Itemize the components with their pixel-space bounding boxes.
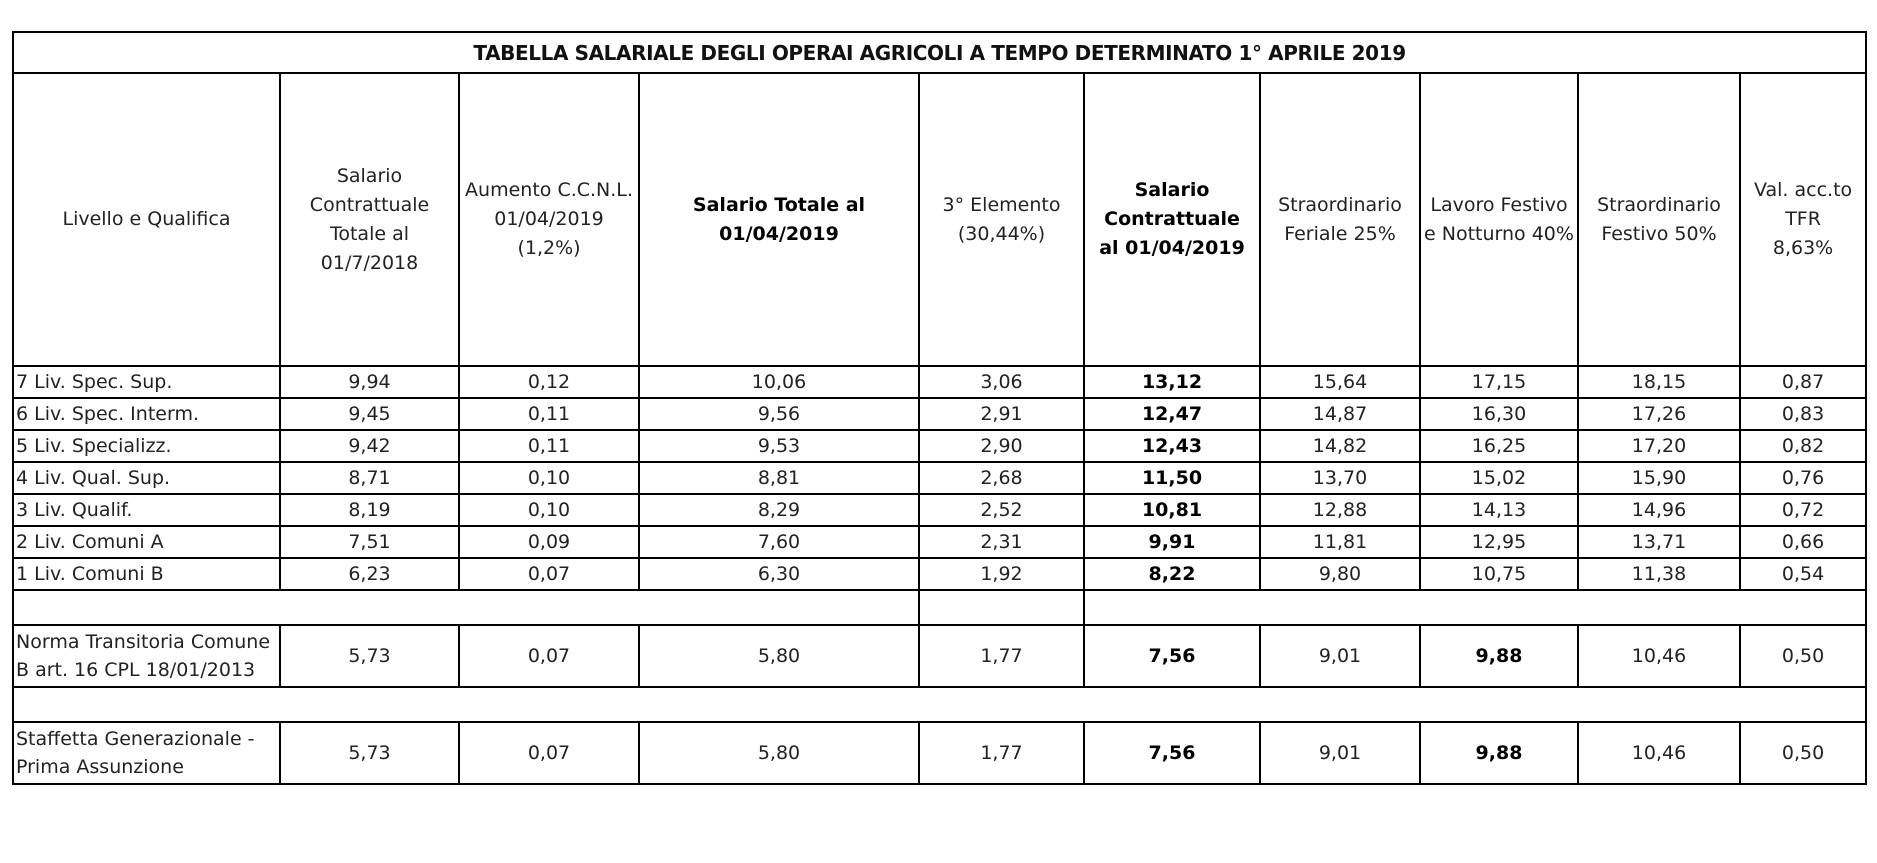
row-label: 6 Liv. Spec. Interm. (13, 398, 280, 430)
cell-value: 9,42 (280, 430, 459, 462)
cell-value: 16,30 (1420, 398, 1578, 430)
cell-value: 0,50 (1740, 722, 1866, 784)
cell-value: 9,91 (1084, 526, 1260, 558)
row-label: 1 Liv. Comuni B (13, 558, 280, 590)
cell-value: 0,72 (1740, 494, 1866, 526)
cell-value: 17,20 (1578, 430, 1740, 462)
header-text: Aumento C.C.N.L. 01/04/2019 (1,2%) (465, 179, 633, 259)
cell-value: 0,87 (1740, 366, 1866, 398)
special-row-group (13, 722, 1866, 784)
cell-value: 1,77 (919, 625, 1084, 687)
cell-value: 11,38 (1578, 558, 1740, 590)
cell-value: 2,31 (919, 526, 1084, 558)
cell-value: 18,15 (1578, 366, 1740, 398)
cell-value: 12,95 (1420, 526, 1578, 558)
header-straordinario-festivo (1578, 73, 1740, 366)
cell-value: 9,53 (639, 430, 919, 462)
header-salario-totale: Salario Totale al 01/04/2019 (639, 73, 919, 366)
row-label: 2 Liv. Comuni A (13, 526, 280, 558)
cell-value: 8,71 (280, 462, 459, 494)
cell-value: 15,64 (1260, 366, 1420, 398)
row-label-line: Prima Assunzione (16, 756, 184, 778)
cell-value: 17,26 (1578, 398, 1740, 430)
cell-value: 8,29 (639, 494, 919, 526)
salary-table (12, 31, 1867, 785)
cell-value: 11,81 (1260, 526, 1420, 558)
cell-value: 15,02 (1420, 462, 1578, 494)
cell-value: 0,82 (1740, 430, 1866, 462)
cell-value: 9,88 (1420, 625, 1578, 687)
cell-value: 14,96 (1578, 494, 1740, 526)
row-label-line: Norma Transitoria Comune (16, 631, 271, 653)
table-row (13, 558, 1866, 590)
cell-value: 9,01 (1260, 625, 1420, 687)
cell-value: 0,07 (459, 558, 639, 590)
header-text: Salario Contrattuale al 01/04/2019 (1099, 179, 1245, 259)
cell-value: 7,51 (280, 526, 459, 558)
cell-value: 12,88 (1260, 494, 1420, 526)
cell-value: 5,80 (639, 625, 919, 687)
cell-value: 16,25 (1420, 430, 1578, 462)
cell-value: 2,68 (919, 462, 1084, 494)
table-row (13, 494, 1866, 526)
header-salario-contrattuale (1084, 73, 1260, 366)
header-terzo-elemento (919, 73, 1084, 366)
cell-value: 2,52 (919, 494, 1084, 526)
cell-value: 0,76 (1740, 462, 1866, 494)
cell-value: 0,11 (459, 398, 639, 430)
cell-value: 7,56 (1084, 625, 1260, 687)
header-text: Lavoro Festivo e Notturno 40% (1424, 193, 1574, 245)
table-row (13, 366, 1866, 398)
spacer-cell (13, 590, 919, 625)
cell-value: 1,77 (919, 722, 1084, 784)
row-label (13, 625, 280, 687)
header-lavoro-festivo (1420, 73, 1578, 366)
cell-value: 0,12 (459, 366, 639, 398)
table-row (13, 462, 1866, 494)
cell-value: 0,54 (1740, 558, 1866, 590)
cell-value: 10,75 (1420, 558, 1578, 590)
cell-value: 0,09 (459, 526, 639, 558)
cell-value: 0,66 (1740, 526, 1866, 558)
header-salario-2018 (280, 73, 459, 366)
cell-value: 0,10 (459, 462, 639, 494)
cell-value: 10,81 (1084, 494, 1260, 526)
cell-value: 9,88 (1420, 722, 1578, 784)
header-tfr (1740, 73, 1866, 366)
row-label: 5 Liv. Specializz. (13, 430, 280, 462)
table-row (13, 430, 1866, 462)
cell-value: 14,13 (1420, 494, 1578, 526)
cell-value: 0,83 (1740, 398, 1866, 430)
spacer-row (13, 687, 1866, 722)
table-row (13, 526, 1866, 558)
salary-table-container (12, 31, 1865, 785)
row-label: 7 Liv. Spec. Sup. (13, 366, 280, 398)
cell-value: 0,07 (459, 722, 639, 784)
table-body (13, 366, 1866, 590)
cell-value: 0,10 (459, 494, 639, 526)
header-text: 3° Elemento (30,44%) (942, 193, 1061, 245)
cell-value: 10,06 (639, 366, 919, 398)
cell-value: 7,60 (639, 526, 919, 558)
row-label-line: B art. 16 CPL 18/01/2013 (16, 659, 256, 681)
spacer-cell (13, 687, 1866, 722)
header-livello: Livello e Qualifica (13, 73, 280, 366)
cell-value: 5,73 (280, 625, 459, 687)
cell-value: 8,19 (280, 494, 459, 526)
row-label (13, 722, 280, 784)
cell-value: 10,46 (1578, 625, 1740, 687)
header-straordinario-feriale (1260, 73, 1420, 366)
cell-value: 17,15 (1420, 366, 1578, 398)
row-label-line: Staffetta Generazionale - (16, 728, 255, 750)
cell-value: 12,43 (1084, 430, 1260, 462)
cell-value: 5,80 (639, 722, 919, 784)
cell-value: 14,82 (1260, 430, 1420, 462)
cell-value: 9,45 (280, 398, 459, 430)
cell-value: 9,01 (1260, 722, 1420, 784)
cell-value: 13,71 (1578, 526, 1740, 558)
header-row (13, 73, 1866, 366)
spacer-cell (919, 590, 1084, 625)
cell-value: 0,50 (1740, 625, 1866, 687)
cell-value: 15,90 (1578, 462, 1740, 494)
cell-value: 0,07 (459, 625, 639, 687)
header-aumento (459, 73, 639, 366)
cell-value: 8,22 (1084, 558, 1260, 590)
cell-value: 2,91 (919, 398, 1084, 430)
header-text: Salario Contrattuale Totale al 01/7/2018 (309, 164, 430, 274)
special-row (13, 625, 1866, 687)
cell-value: 12,47 (1084, 398, 1260, 430)
cell-value: 0,11 (459, 430, 639, 462)
cell-value: 10,46 (1578, 722, 1740, 784)
cell-value: 2,90 (919, 430, 1084, 462)
cell-value: 7,56 (1084, 722, 1260, 784)
special-row-group (13, 625, 1866, 687)
header-text: Val. acc.to TFR 8,63% (1753, 179, 1853, 259)
cell-value: 6,30 (639, 558, 919, 590)
spacer-row (13, 590, 1866, 625)
cell-value: 1,92 (919, 558, 1084, 590)
cell-value: 5,73 (280, 722, 459, 784)
cell-value: 3,06 (919, 366, 1084, 398)
cell-value: 13,70 (1260, 462, 1420, 494)
cell-value: 11,50 (1084, 462, 1260, 494)
header-text: Straordinario Festivo 50% (1597, 193, 1721, 245)
cell-value: 9,80 (1260, 558, 1420, 590)
header-text: Straordinario Feriale 25% (1278, 193, 1402, 245)
row-label: 3 Liv. Qualif. (13, 494, 280, 526)
cell-value: 9,94 (280, 366, 459, 398)
table-row (13, 398, 1866, 430)
cell-value: 9,56 (639, 398, 919, 430)
row-label: 4 Liv. Qual. Sup. (13, 462, 280, 494)
spacer-cell (1084, 590, 1866, 625)
cell-value: 14,87 (1260, 398, 1420, 430)
cell-value: 8,81 (639, 462, 919, 494)
special-row (13, 722, 1866, 784)
cell-value: 13,12 (1084, 366, 1260, 398)
cell-value: 6,23 (280, 558, 459, 590)
table-title: TABELLA SALARIALE DEGLI OPERAI AGRICOLI A TEMPO DETERMINATO 1° APRILE 2019 (13, 32, 1866, 73)
